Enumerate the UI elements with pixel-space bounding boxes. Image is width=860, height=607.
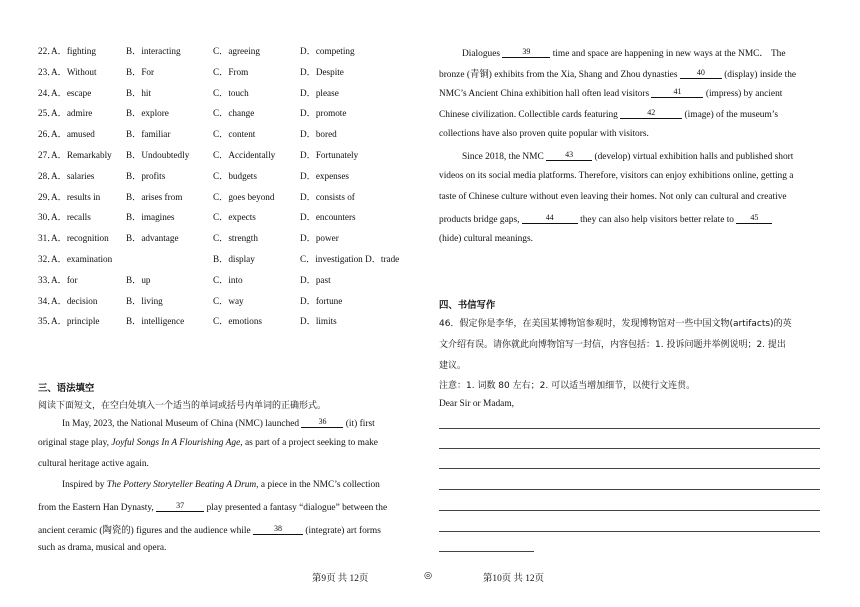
question-number: 33．: [38, 274, 57, 285]
option-a[interactable]: A．principle: [51, 316, 100, 327]
option-d[interactable]: D．please: [300, 87, 339, 98]
blank-42[interactable]: 42: [620, 108, 682, 119]
passage-line: In May, 2023, the National Museum of China (NMC) launched 36 (it) first: [62, 417, 375, 429]
option-c[interactable]: C．expects: [213, 212, 256, 223]
option-a[interactable]: A．escape: [51, 87, 92, 98]
option-c[interactable]: C．way: [213, 295, 244, 306]
question-number: 29．: [38, 191, 57, 202]
option-b[interactable]: B．up: [126, 274, 151, 285]
blank-44[interactable]: 44: [522, 213, 578, 224]
writing-question: 建议。: [439, 361, 467, 371]
option-d[interactable]: D．competing: [300, 46, 355, 56]
option-d[interactable]: D．past: [300, 274, 331, 285]
option-c[interactable]: C．budgets: [213, 170, 257, 181]
option-c[interactable]: B．display: [213, 254, 255, 264]
play-title: Joyful Songs In A Flourishing Age: [111, 438, 241, 448]
passage-line: ancient ceramic (陶瓷的) figures and the audience while 38 (integrate) art forms: [38, 524, 381, 536]
question-number: 26．: [38, 129, 57, 140]
option-b[interactable]: B．imagines: [126, 212, 175, 223]
option-c[interactable]: C．From: [213, 66, 249, 77]
option-a[interactable]: A．recalls: [51, 212, 91, 223]
option-c[interactable]: C．emotions: [213, 316, 263, 327]
passage-line: Chinese civilization. Collectible cards featuring 42 (image) of the museum’s: [439, 108, 779, 120]
blank-41[interactable]: 41: [651, 87, 703, 98]
option-d[interactable]: D．consists of: [300, 191, 355, 202]
passage-line: NMC’s Ancient China exhibition hall often lead visitors 41 (impress) by ancient: [439, 87, 783, 99]
question-number: 24．: [38, 87, 57, 98]
page-number-right: 第10页 共 12页: [483, 574, 544, 584]
option-c[interactable]: C．touch: [213, 87, 249, 98]
question-number: 35．: [38, 316, 57, 327]
writing-line[interactable]: [439, 551, 534, 552]
option-b[interactable]: B．interacting: [126, 46, 181, 56]
blank-43[interactable]: 43: [546, 150, 592, 161]
option-b[interactable]: B．For: [126, 66, 155, 77]
passage-line: cultural heritage active again.: [38, 459, 149, 469]
option-c[interactable]: C．goes beyond: [213, 191, 275, 202]
blank-37[interactable]: 37: [156, 501, 204, 512]
writing-question: 文介绍有误。请你就此向博物馆写一封信，内容包括：1. 投诉问题并举例说明；2. 提出: [439, 340, 786, 350]
option-b[interactable]: B．familiar: [126, 129, 171, 140]
option-b[interactable]: B．Undoubtedly: [126, 150, 190, 160]
binding-mark-icon: ◎: [424, 571, 433, 581]
option-d[interactable]: D．promote: [300, 108, 347, 119]
passage-line: (hide) cultural meanings.: [439, 234, 533, 244]
option-a[interactable]: A．recognition: [51, 233, 109, 244]
writing-line[interactable]: [439, 468, 820, 469]
option-a[interactable]: A．fighting: [51, 46, 96, 56]
question-number: 27．: [38, 150, 57, 160]
option-c[interactable]: C．Accidentally: [213, 150, 276, 160]
option-a[interactable]: A．for: [51, 274, 78, 285]
option-a[interactable]: A．Remarkably: [51, 150, 112, 160]
option-d[interactable]: D．encounters: [300, 212, 356, 223]
option-c[interactable]: C．agreeing: [213, 46, 260, 56]
option-b[interactable]: B．arises from: [126, 191, 183, 202]
passage-line: Since 2018, the NMC 43 (develop) virtual exhibition halls and published short: [462, 150, 794, 162]
blank-39[interactable]: 39: [502, 47, 550, 58]
writing-line[interactable]: [439, 531, 820, 532]
writing-note: 注意：1. 词数 80 左右；2. 可以适当增加细节，以使行文连贯。: [439, 381, 696, 391]
writing-question: 46．假定你是李华，在美国某博物馆参观时，发现博物馆对一些中国文物(artifacts)的英: [439, 319, 792, 329]
writing-line[interactable]: [439, 428, 820, 429]
question-number: 32．: [38, 254, 57, 264]
option-a[interactable]: A．admire: [51, 108, 93, 119]
blank-36[interactable]: 36: [301, 417, 343, 428]
option-d[interactable]: D．Fortunately: [300, 150, 359, 160]
option-d[interactable]: D．bored: [300, 129, 337, 140]
blank-40[interactable]: 40: [680, 68, 722, 79]
question-number: 22．: [38, 46, 57, 56]
passage-line: taste of Chinese culture without even leaving their homes. Not only can cultural and creative: [439, 192, 787, 202]
option-d[interactable]: D．limits: [300, 316, 337, 327]
passage-line: original stage play, Joyful Songs In A Flourishing Age, as part of a project seeking to make: [38, 438, 378, 448]
option-d[interactable]: D．Despite: [300, 66, 344, 77]
writing-line[interactable]: [439, 489, 820, 490]
question-number: 28．: [38, 170, 57, 181]
passage-line: Inspired by The Pottery Storyteller Beating A Drum, a piece in the NMC’s collection: [62, 480, 380, 490]
question-number: 31．: [38, 233, 57, 244]
option-a[interactable]: A．results in: [51, 191, 101, 202]
option-c[interactable]: C．content: [213, 129, 256, 140]
question-number: 23．: [38, 66, 57, 77]
option-d[interactable]: D．fortune: [300, 295, 343, 306]
option-a[interactable]: A．salaries: [51, 170, 95, 181]
option-c[interactable]: C．strength: [213, 233, 258, 244]
option-a[interactable]: A．amused: [51, 129, 95, 140]
passage-line: videos on its social media platforms. Therefore, visitors can enjoy exhibitions online, getting a: [439, 171, 794, 181]
passage-line: such as drama, musical and opera.: [38, 543, 167, 553]
writing-heading: 四、书信写作: [439, 300, 496, 311]
question-number: 30．: [38, 212, 57, 223]
passage-line: Dialogues 39 time and space are happening in new ways at the NMC． The: [462, 47, 786, 59]
blank-38[interactable]: 38: [253, 524, 303, 535]
option-a[interactable]: A．examination: [51, 254, 113, 264]
piece-title: The Pottery Storyteller Beating A Drum: [106, 480, 257, 490]
passage-line: bronze (青铜) exhibits from the Xia, Shang and Zhou dynasties 40 (display) inside the: [439, 68, 797, 80]
option-b[interactable]: B．living: [126, 295, 163, 306]
passage-line: collections have also proven quite popular with visitors.: [439, 129, 649, 139]
option-b[interactable]: B．advantage: [126, 233, 179, 244]
option-c[interactable]: C．change: [213, 108, 255, 119]
passage-line: products bridge gaps, 44 they can also help visitors better relate to 45: [439, 213, 772, 225]
grammar-heading: 三、语法填空: [38, 383, 95, 394]
question-number: 34．: [38, 295, 57, 306]
letter-salutation: Dear Sir or Madam,: [439, 399, 514, 409]
option-b[interactable]: B．intelligence: [126, 316, 185, 327]
option-b[interactable]: B．explore: [126, 108, 169, 119]
option-d[interactable]: C．investigation D．trade: [300, 254, 400, 264]
option-b[interactable]: B．profits: [126, 170, 166, 181]
grammar-instruction: 阅读下面短文，在空白处填入一个适当的单词或括号内单词的正确形式。: [38, 401, 327, 411]
option-c[interactable]: C．into: [213, 274, 243, 285]
passage-line: from the Eastern Han Dynasty, 37 play presented a fantasy “dialogue” between the: [38, 501, 388, 513]
blank-45[interactable]: 45: [736, 213, 772, 224]
question-number: 25．: [38, 108, 57, 119]
option-b[interactable]: B．hit: [126, 87, 152, 98]
option-a[interactable]: A．Without: [51, 66, 97, 77]
option-a[interactable]: A．decision: [51, 295, 98, 306]
page-number-left: 第9页 共 12页: [312, 574, 369, 584]
option-d[interactable]: D．power: [300, 233, 339, 244]
writing-line[interactable]: [439, 510, 820, 511]
option-d[interactable]: D．expenses: [300, 170, 349, 181]
writing-line[interactable]: [439, 448, 820, 449]
